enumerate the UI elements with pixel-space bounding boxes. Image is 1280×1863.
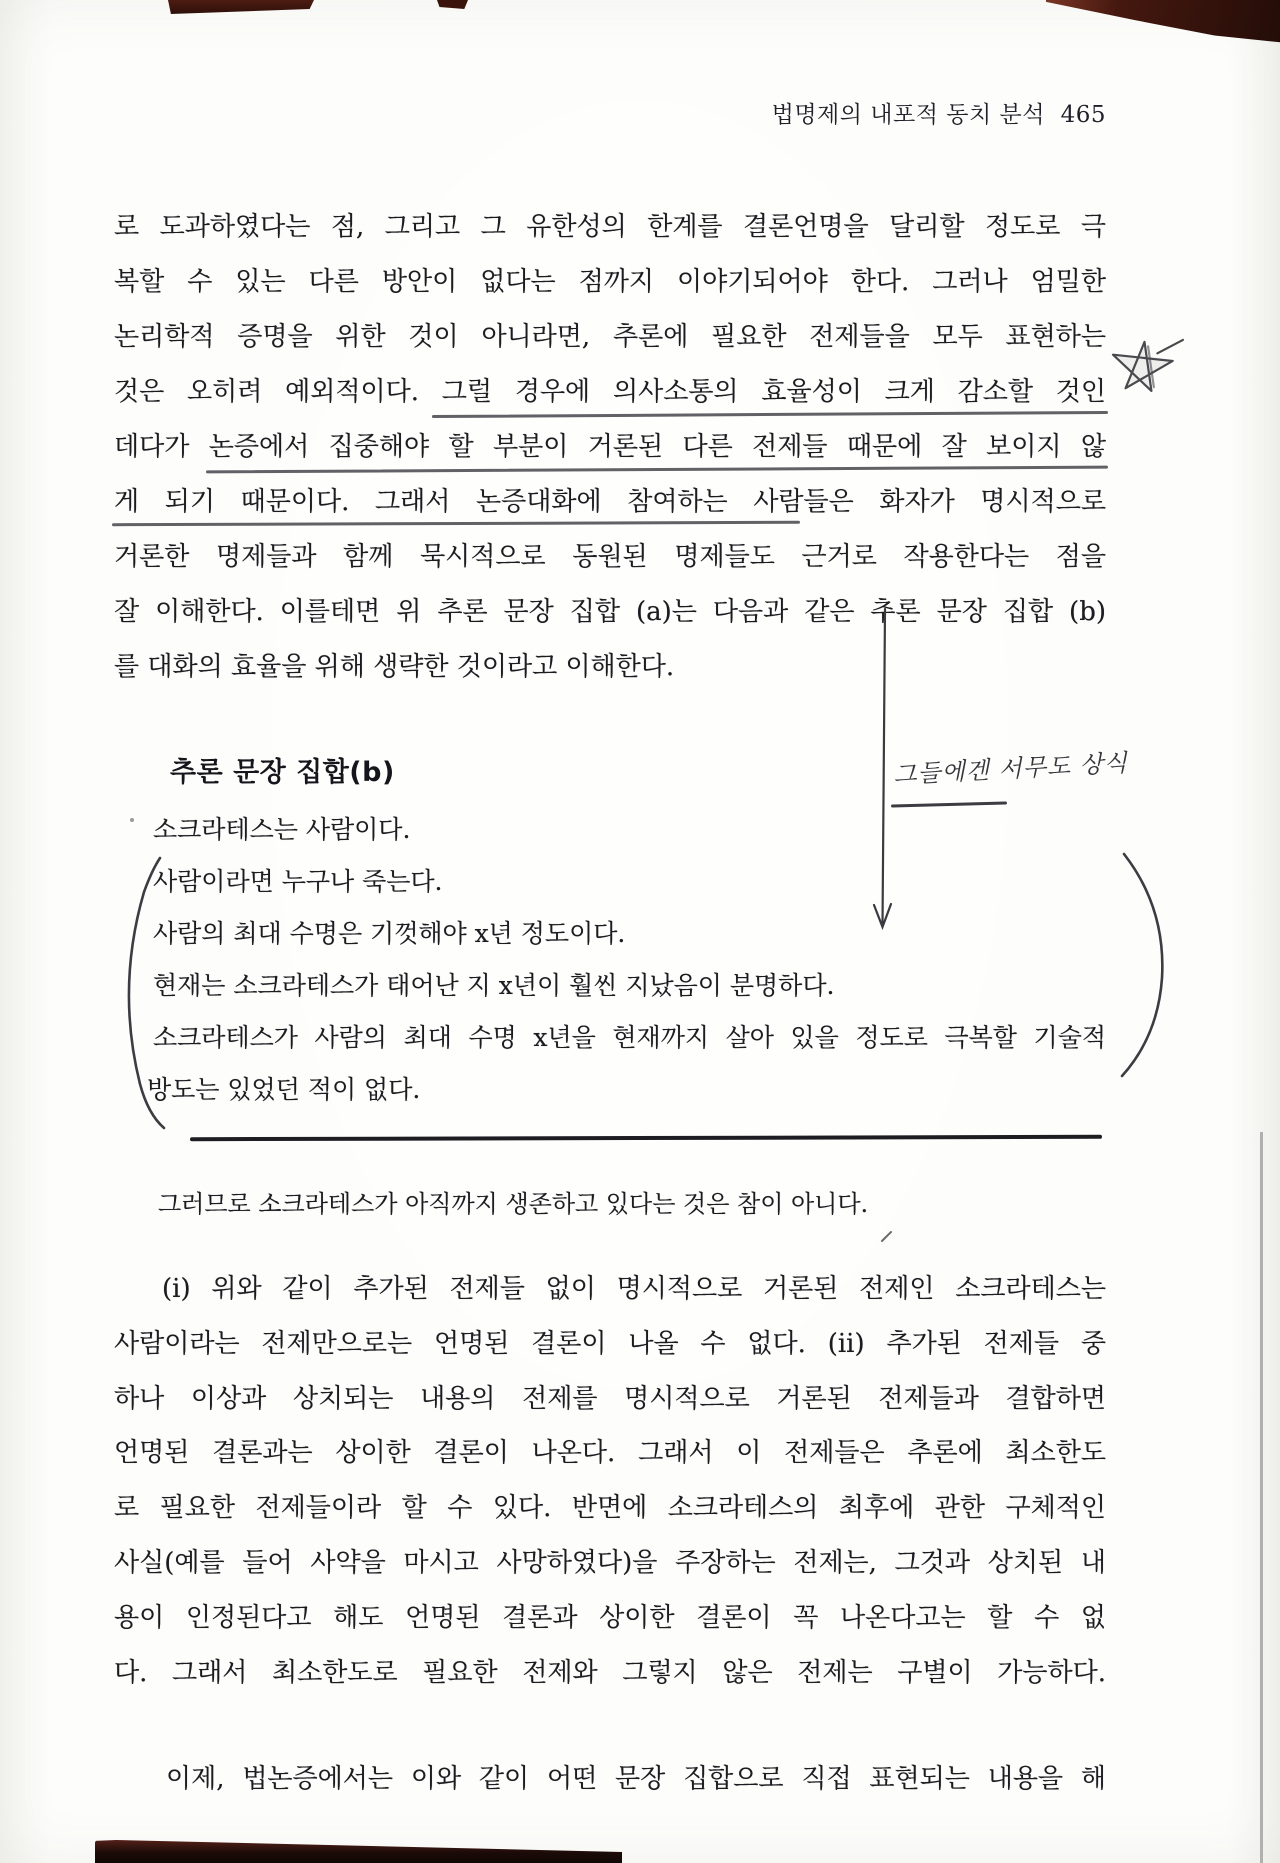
text-line: 를 대화의 효율을 위해 생략한 것이라고 이해한다. xyxy=(114,652,675,682)
paragraph-2 xyxy=(114,1262,1106,1700)
text-line: 다. 그래서 최소한도로 필요한 전제와 그렇지 않은 전제는 구별이 가능하다. xyxy=(114,1657,1106,1688)
page-number: 465 xyxy=(1060,102,1106,128)
handwritten-note: 그들에겐 서무도 상식 xyxy=(892,748,1129,790)
conclusion-divider xyxy=(190,1135,1102,1141)
text-line: (i) 위와 같이 추가된 전제들 없이 명시적으로 거론된 전제인 소크라테스는 xyxy=(162,1274,1106,1304)
text-line: 로 필요한 전제들이라 할 수 있다. 반면에 소크라테스의 최후에 관한 구체적인 xyxy=(114,1493,1106,1524)
text-line: 데다가 논증에서 집중해야 할 부분이 거론된 다른 전제들 때문에 잘 보이지 않 xyxy=(114,432,1106,462)
chapter-title: 법명제의 내포적 동치 분석 xyxy=(771,102,1045,128)
text-line: 언명된 결론과는 상이한 결론이 나온다. 그래서 이 전제들은 추론에 최소한도 xyxy=(114,1438,1106,1469)
page-header xyxy=(560,96,1106,129)
text-line: 논리학적 증명을 위한 것이 아니라면, 추론에 필요한 전제들을 모두 표현하는 xyxy=(114,322,1106,352)
text-line: 이제, 법논증에서는 이와 같이 어떤 문장 집합으로 직접 표현되는 내용을 해 xyxy=(166,1764,1106,1794)
scan-artifact-top-right xyxy=(1046,0,1280,48)
scan-edge-line xyxy=(1260,1132,1263,1863)
text-line: 잘 이해한다. 이를테면 위 추론 문장 집합 (a)는 다음과 같은 추론 문장 집합 (b) xyxy=(114,597,1106,627)
premise-line: 소크라테스가 사람의 최대 수명 x년을 현재까지 살아 있을 정도로 극복할 기술적 xyxy=(153,1023,1106,1052)
text-line: 용이 인정된다고 해도 언명된 결론과 상이한 결론이 꼭 나온다고는 할 수 없 xyxy=(114,1602,1106,1633)
star-doodle-icon xyxy=(1106,330,1182,404)
text-line: 하나 이상과 상치되는 내용의 전제를 명시적으로 거론된 전제들과 결합하면 xyxy=(114,1383,1106,1414)
premise-line: 사람이라면 누구나 죽는다. xyxy=(153,867,443,896)
premise-line: 사람의 최대 수명은 기껏해야 x년 정도이다. xyxy=(153,919,626,948)
text-line: 거론한 명제들과 함께 묵시적으로 동원된 명제들도 근거로 작용한다는 점을 xyxy=(114,542,1106,572)
stray-pencil-mark xyxy=(881,1231,893,1243)
right-parenthesis-doodle xyxy=(1118,850,1180,1082)
paragraph-1 xyxy=(114,200,1106,695)
conclusion-line: 그러므로 소크라테스가 아직까지 생존하고 있다는 것은 참이 아니다. xyxy=(158,1190,869,1218)
text-line: 복할 수 있는 다른 방안이 없다는 점까지 이야기되어야 한다. 그러나 엄밀한 xyxy=(114,267,1106,297)
scan-artifact-top-center xyxy=(437,0,468,9)
text-line: 사람이라는 전제만으로는 언명된 결론이 나올 수 없다. (ii) 추가된 전제들 중 xyxy=(114,1328,1106,1359)
paragraph-3 xyxy=(114,1752,1106,1807)
left-parenthesis-doodle xyxy=(108,856,168,1132)
text-line: 로 도과하였다는 점, 그리고 그 유한성의 한계를 결론언명을 달리할 정도로 극 xyxy=(114,212,1106,242)
premise-line: 소크라테스는 사람이다. xyxy=(153,815,411,844)
premise-line: 현재는 소크라테스가 태어난 지 x년이 훨씬 지났음이 분명하다. xyxy=(153,971,835,1000)
scan-artifact-bottom xyxy=(95,1840,622,1863)
text-line: 사실(예를 들어 사약을 마시고 사망하였다)을 주장하는 전제는, 그것과 상치된 내 xyxy=(114,1547,1106,1578)
text-line: 게 되기 때문이다. 그래서 논증대화에 참여하는 사람들은 화자가 명시적으로 xyxy=(114,487,1106,517)
inference-set-b-heading: 추론 문장 집합(b) xyxy=(170,757,395,788)
scan-artifact-top-left xyxy=(168,0,314,14)
premise-list xyxy=(147,804,1106,1116)
premise-line: 방도는 있었던 적이 없다. xyxy=(147,1075,421,1104)
text-line: 것은 오히려 예외적이다. 그럴 경우에 의사소통의 효율성이 크게 감소할 것인 xyxy=(114,377,1106,407)
paper-speck xyxy=(130,818,134,822)
